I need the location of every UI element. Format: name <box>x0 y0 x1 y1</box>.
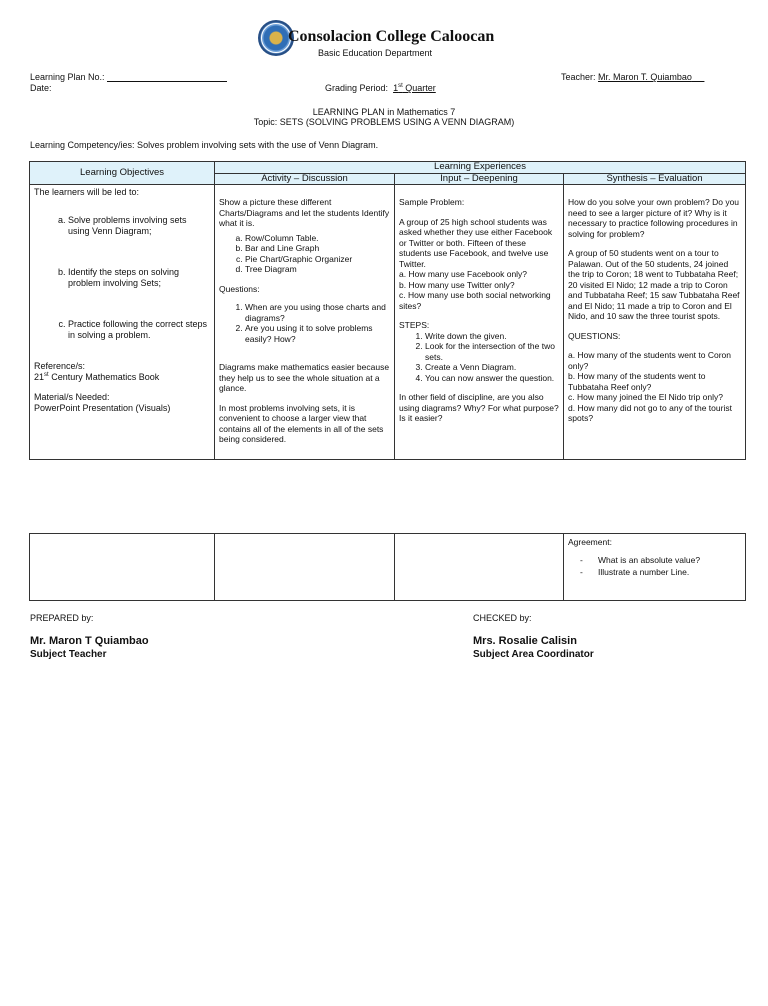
checked-by-label: CHECKED by: <box>473 613 532 623</box>
header-synthesis-evaluation: Synthesis – Evaluation <box>564 173 746 185</box>
header-input-deepening: Input – Deepening <box>395 173 564 185</box>
steps-label: STEPS: <box>399 320 430 330</box>
teacher-name: Mr. Maron T. Quiambao <box>598 72 692 82</box>
empty-cell <box>395 534 564 601</box>
chart-types-list <box>219 233 390 275</box>
school-name: Consolacion College Caloocan <box>288 28 495 45</box>
agreement-table <box>29 533 746 601</box>
agreement-list <box>568 554 741 578</box>
learning-competency: Learning Competency/ies: Solves problem involving sets with the use of Venn Diagram. <box>30 140 379 150</box>
empty-cell <box>30 534 215 601</box>
step-item: 4. You can now answer the question. <box>425 373 559 384</box>
grading-period-row <box>325 83 436 93</box>
chart-type-item: c. Pie Chart/Graphic Organizer <box>245 254 390 265</box>
activity-paragraph: In most problems involving sets, it is convenient to choose a larger view that contains all of the elements in all of the sets being considered. <box>219 402 384 444</box>
plan-no-label: Learning Plan No.: <box>30 72 105 82</box>
activity-intro: Show a picture these different Charts/Diagrams and let the students Identify what it is. <box>219 197 390 228</box>
input-closing: In other field of discipline, are you also using diagrams? Why? For what purpose? Is it easier? <box>399 392 559 423</box>
materials-label: Material/s Needed: <box>34 392 110 402</box>
checked-by-name: Mrs. Rosalie Calisin <box>473 635 577 647</box>
date-label: Date: <box>30 83 52 93</box>
sample-question: b. How many use Twitter only? <box>399 279 515 290</box>
checked-by-role: Subject Area Coordinator <box>473 649 594 660</box>
header-learning-experiences: Learning Experiences <box>215 162 746 174</box>
activity-paragraph: Diagrams make mathematics easier because they help us to see the whole situation at a glance. <box>219 362 390 393</box>
reference-label: Reference/s: <box>34 361 86 371</box>
objective-item: b. Identify the steps on solving problem involving Sets; <box>68 267 210 289</box>
steps-list <box>399 331 559 384</box>
grading-value: 1st Quarter <box>393 83 436 93</box>
prepared-by-role: Subject Teacher <box>30 649 107 660</box>
synthesis-problem: A group of 50 students went on a tour to Palawan. Out of the 50 students, 24 joined the trip to Coron; 18 went to Tubbataha Reef; 20 visited El Nido; 12 made a trip to Coron and Tubbataha Reef; 15 saw Tubbataha Reef and El Nido; 11 made a trip to Coron and El Nido, and 10 saw the three tourist spots. <box>568 248 740 321</box>
prepared-by-label: PREPARED by: <box>30 613 94 623</box>
plan-topic: Topic: SETS (SOLVING PROBLEMS USING A VENN DIAGRAM) <box>253 117 515 127</box>
chart-type-item: a. Row/Column Table. <box>245 233 390 244</box>
chart-type-item: d. Tree Diagram <box>245 264 390 275</box>
plan-title: LEARNING PLAN in Mathematics 7 <box>312 107 456 117</box>
plan-no-row <box>30 72 227 82</box>
prepared-by-name: Mr. Maron T Quiambao <box>30 635 149 647</box>
objective-item: a. Solve problems involving sets using Venn Diagram; <box>68 215 210 237</box>
synthesis-question: b. How many of the students went to Tubbataha Reef only? <box>568 371 706 392</box>
empty-cell <box>215 534 395 601</box>
activity-cell <box>215 185 395 460</box>
synthesis-question: c. How many joined the El Nido trip only? <box>568 392 723 402</box>
agreement-item: - What is an absolute value? <box>580 554 741 566</box>
activity-question: 1. When are you using those charts and diagrams? <box>245 302 390 323</box>
input-cell <box>395 185 564 460</box>
plan-no-blank <box>107 72 227 82</box>
objectives-intro: The learners will be led to: <box>34 187 140 197</box>
sample-question: a. How many use Facebook only? <box>399 269 528 279</box>
agreement-item: - Illustrate a number Line. <box>580 566 741 578</box>
activity-questions-label: Questions: <box>219 283 260 294</box>
synthesis-question: a. How many of the students went to Coron only? <box>568 350 732 371</box>
agreement-label: Agreement: <box>568 537 612 547</box>
sample-problem-text: A group of 25 high school students was asked whether they use either Facebook or Twitter or both. Fifteen of these students use Facebook, and twelve use Twitter. <box>399 216 553 269</box>
synthesis-question: d. How many did not go to any of the tourist spots? <box>568 402 732 423</box>
step-item: 1. Write down the given. <box>425 331 559 342</box>
teacher-label: Teacher: <box>561 72 596 82</box>
grading-label: Grading Period: <box>325 83 389 93</box>
activity-question: 2. Are you using it to solve problems easily? How? <box>245 323 390 344</box>
step-item: 3. Create a Venn Diagram. <box>425 362 559 373</box>
sample-problem-label: Sample Problem: <box>399 197 465 207</box>
objectives-list <box>34 215 210 341</box>
activity-questions-list <box>219 302 390 344</box>
reference-value: 21st Century Mathematics Book <box>34 372 160 382</box>
learning-plan-table <box>29 161 746 460</box>
synthesis-intro: How do you solve your own problem? Do you need to see a larger picture of it? Why is it necessary to practice following procedures in solving for problem? <box>568 197 740 239</box>
synthesis-cell <box>564 185 746 460</box>
header-activity-discussion: Activity – Discussion <box>215 173 395 185</box>
department-name: Basic Education Department <box>318 48 433 58</box>
header-learning-objectives: Learning Objectives <box>30 162 215 185</box>
synthesis-questions-label: QUESTIONS: <box>568 330 621 341</box>
teacher-row <box>561 72 704 82</box>
agreement-cell <box>564 534 746 601</box>
step-item: 2. Look for the intersection of the two sets. <box>425 341 559 362</box>
sample-question: c. How many use both social networking sites? <box>399 290 551 311</box>
materials-value: PowerPoint Presentation (Visuals) <box>34 403 171 413</box>
objectives-cell <box>30 185 215 460</box>
objective-item: c. Practice following the correct steps in solving a problem. <box>68 319 210 341</box>
chart-type-item: b. Bar and Line Graph <box>245 243 390 254</box>
